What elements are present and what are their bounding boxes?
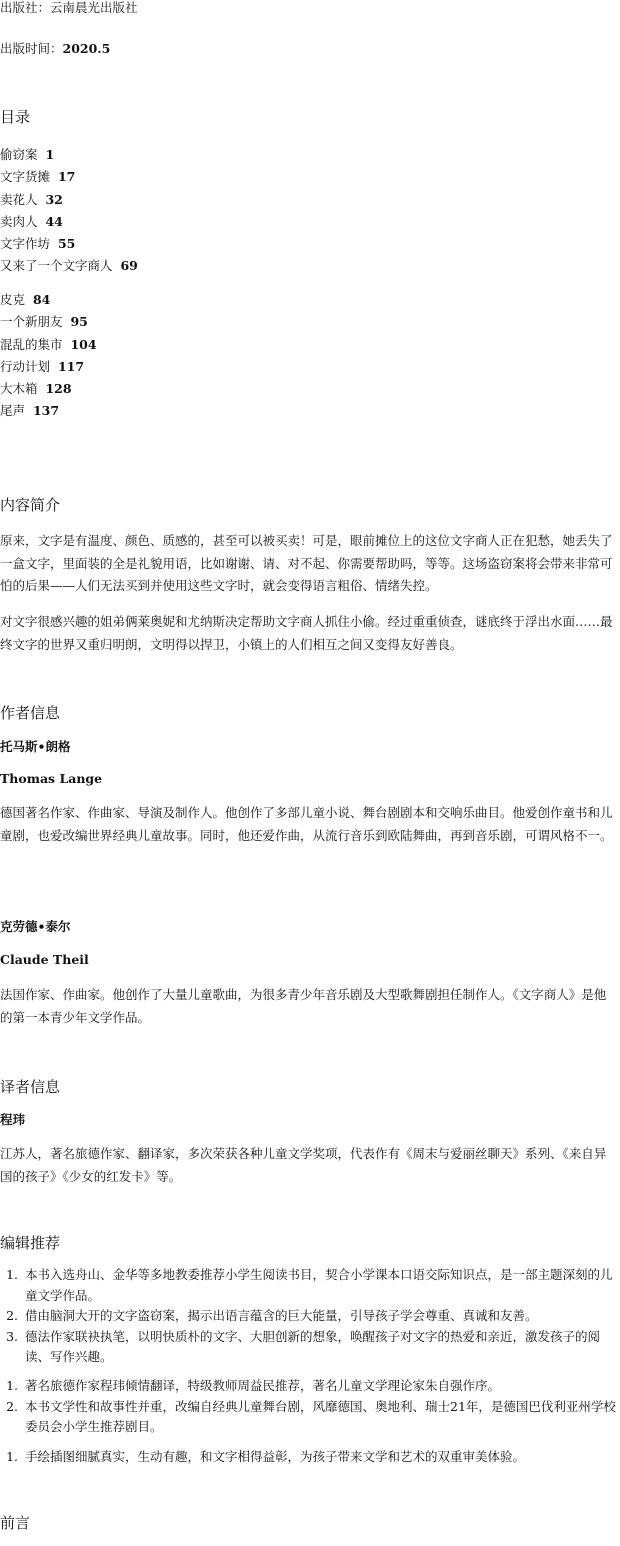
author-heading: 作者信息 (0, 704, 61, 722)
publish-time-value: 2020.5 (62, 41, 111, 56)
author-2-bio: 法国作家、作曲家。他创作了大量儿童歌曲，为很多青少年音乐剧及大型歌舞剧担任制作人。《文字商人》是他的第一本青少年文学作品。 (0, 987, 607, 1025)
translator-name: 程玮 (0, 1112, 26, 1127)
author-1-name-cn: 托马斯•朗格 (0, 739, 71, 754)
toc-item: 皮克 84 (0, 292, 51, 307)
toc-item: 大木箱 128 (0, 381, 72, 397)
toc-item: 卖花人 32 (0, 191, 63, 207)
translator-bio: 江苏人，著名旅德作家、翻译家，多次荣获各种儿童文学奖项，代表作有《周末与爱丽丝聊天》系列、《来自异国的孩子》《少女的红发卡》等。 (0, 1146, 607, 1184)
toc-item: 混乱的集市 104 (0, 336, 97, 352)
toc-item: 行动计划 117 (0, 358, 85, 374)
toc-group-1 (0, 144, 138, 278)
preface-heading: 前言 (0, 1514, 31, 1532)
intro-paragraph-1: 原来，文字是有温度、颜色、质感的，甚至可以被买卖！可是，眼前摊位上的这位文字商人正在犯愁，她丢失了一盒文字，里面装的全是礼貌用语，比如谢谢、请、对不起、你需要帮助吗，等等。这场盗窃案将会带来非常可怕的后果——人们无法买到并使用这些文字时，就会变得语言粗俗、情绪失控。 (0, 533, 613, 593)
toc-item: 尾声 137 (0, 403, 60, 419)
author-2-name-cn: 克劳德•泰尔 (0, 919, 71, 934)
toc-item: 文字货摊 17 (0, 169, 76, 185)
recommend-list-1 (0, 1265, 620, 1368)
toc-group-2 (0, 289, 97, 423)
toc-item: 一个新朋友 95 (0, 314, 88, 330)
list-item: 2. 本书文学性和故事性并重，改编自经典儿童舞台剧，风靡德国、奥地利、瑞士21年，是德国巴伐利亚州学校委员会小学生推荐剧目。 (22, 1397, 620, 1438)
author-2-name-en: Claude Theil (0, 952, 89, 967)
list-item: 1. 手绘插图细腻真实，生动有趣，和文字相得益彰，为孩子带来文学和艺术的双重审美体验。 (22, 1447, 620, 1468)
author-1-bio: 德国著名作家、作曲家、导演及制作人。他创作了多部儿童小说、舞台剧剧本和交响乐曲目。他爱创作童书和儿童剧，也爱改编世界经典儿童故事。同时，他还爱作曲，从流行音乐到欧陆舞曲，再到音乐剧，可谓风格不一。 (0, 805, 613, 843)
publisher: 出版社：云南晨光出版社 (0, 0, 138, 15)
author-1-name-en: Thomas Lange (0, 771, 103, 786)
list-item: 1. 著名旅德作家程玮倾情翻译，特级教师周益民推荐，著名儿童文学理论家朱自强作序。 (22, 1376, 620, 1397)
publish-time-label: 出版时间： (0, 41, 63, 56)
toc-item: 偷窃案 1 (0, 147, 55, 162)
toc-heading: 目录 (0, 108, 31, 126)
list-item: 2. 借由脑洞大开的文字盗窃案，揭示出语言蕴含的巨大能量，引导孩子学会尊重、真诚和友善。 (22, 1306, 620, 1327)
intro-paragraph-2: 对文字很感兴趣的姐弟俩莱奥妮和尤纳斯决定帮助文字商人抓住小偷。经过重重侦查，谜底终于浮出水面……最终文字的世界又重归明朗，文明得以捍卫，小镇上的人们相互之间又变得友好善良。 (0, 614, 613, 652)
translator-heading: 译者信息 (0, 1078, 61, 1096)
list-item: 3. 德法作家联袂执笔，以明快质朴的文字、大胆创新的想象，唤醒孩子对文字的热爱和亲近，激发孩子的阅读、写作兴趣。 (22, 1327, 620, 1368)
publish-time (0, 41, 110, 57)
toc-item: 文字作坊 55 (0, 236, 76, 252)
list-item: 1. 本书入选舟山、金华等多地教委推荐小学生阅读书目，契合小学课本口语交际知识点，是一部主题深刻的儿童文学作品。 (22, 1265, 620, 1306)
recommend-heading: 编辑推荐 (0, 1234, 61, 1252)
recommend-list-3 (0, 1447, 620, 1468)
toc-item: 又来了一个文字商人 69 (0, 258, 138, 274)
recommend-list-2 (0, 1376, 620, 1438)
toc-item: 卖肉人 44 (0, 213, 63, 229)
intro-heading: 内容简介 (0, 496, 61, 514)
